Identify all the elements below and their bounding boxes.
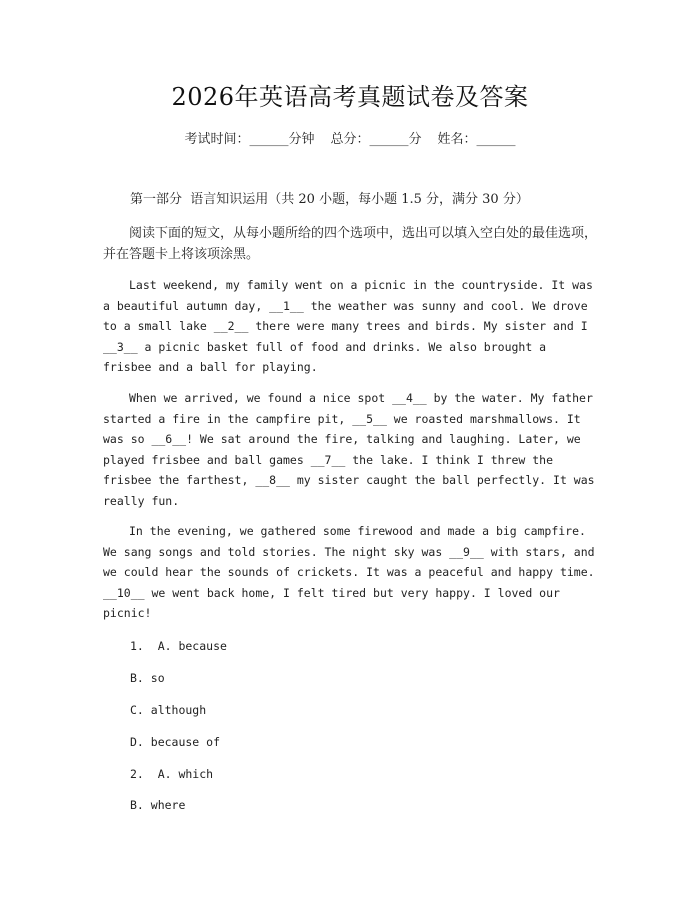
question-1-option-b: B. so <box>130 671 165 685</box>
document-title: 2026年英语高考真题试卷及答案 <box>171 83 529 111</box>
question-1-option-a: 1. A. because <box>130 639 227 653</box>
section-instructions: 阅读下面的短文，从每小题所给的四个选项中，选出可以填入空白处的最佳选项，并在答题卡上将该项涂黑。 <box>103 226 598 262</box>
student-name-label: 姓名：______ <box>437 132 516 147</box>
question-1-option-c: C. although <box>130 703 207 717</box>
exam-time-label: 考试时间：______分钟 <box>184 132 315 147</box>
section-title: 第一部分 语言知识运用（共 20 小题，每小题 1.5 分，满分 30 分） <box>130 192 529 207</box>
total-score-label: 总分：______分 <box>330 132 422 147</box>
passage-paragraph-2: When we arrived, we found a nice spot __4__ by the water. My father started a fire in the campfire pit, __5__ we roasted marshmallows. It was so __6__! We sat around the fire, talking and laughing. Later, we played frisbee and ball games __7__ the lake. I think I threw the frisbee the farthest, __8__ my sister caught the ball perfectly. It was really fun. <box>103 391 595 508</box>
question-2-option-b: B. where <box>130 798 186 812</box>
question-2-option-a: 2. A. which <box>130 767 214 781</box>
exam-info-line <box>0 131 700 149</box>
passage-paragraph-1: Last weekend, my family went on a picnic in the countryside. It was a beautiful autumn day, __1__ the weather was sunny and cool. We drove to a small lake __2__ there were many trees and birds. My sister and I __3__ a picnic basket full of food and drinks. We also brought a frisbee and a ball for playing. <box>103 278 593 374</box>
question-1-option-d: D. because of <box>130 735 221 749</box>
passage-paragraph-3: In the evening, we gathered some firewood and made a big campfire. We sang songs and told stories. The night sky was __9__ with stars, and we could hear the sounds of crickets. It was a peaceful and happy time. __10__ we went back home, I felt tired but very happy. I loved our picnic! <box>103 524 595 620</box>
